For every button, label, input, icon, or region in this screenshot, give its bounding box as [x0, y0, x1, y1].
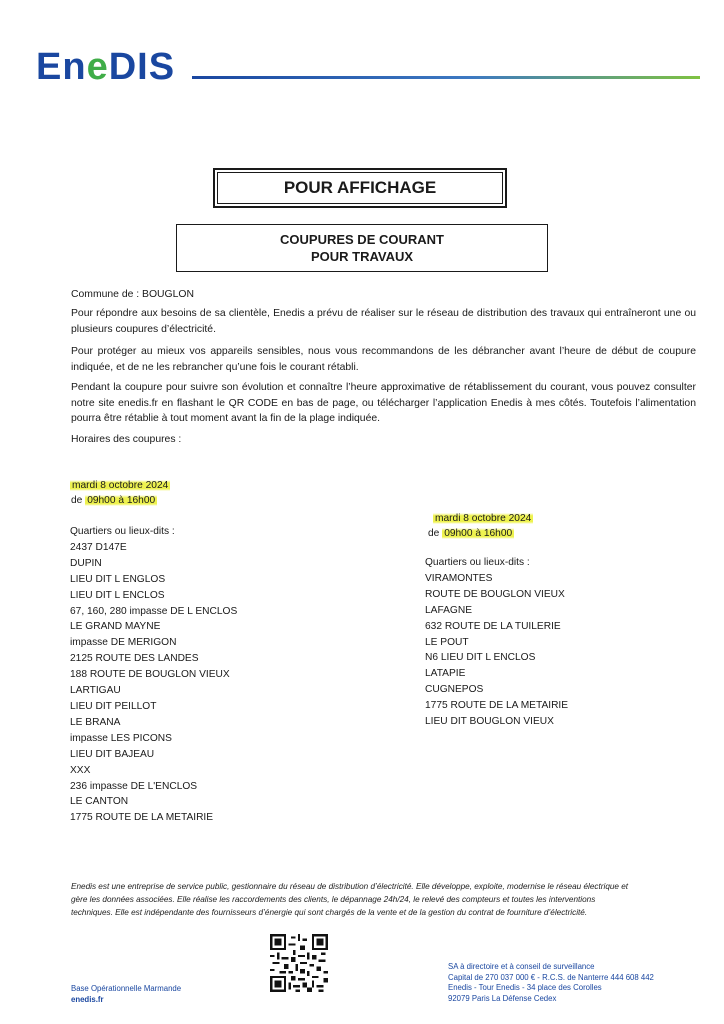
footer-company-info — [448, 962, 654, 1004]
list-item: VIRAMONTES — [425, 572, 493, 584]
affichage-title-box — [213, 168, 507, 208]
right-places-label: Quartiers ou lieux-dits : — [425, 557, 530, 568]
list-item: 1775 ROUTE DE LA METAIRIE — [425, 700, 569, 712]
list-item: LAFAGNE — [425, 604, 472, 616]
qr-code-icon[interactable] — [270, 934, 328, 992]
list-item: LATAPIE — [425, 668, 466, 680]
base-operationnelle-label: Base Opérationnelle Marmande — [71, 984, 182, 993]
list-item: LE POUT — [425, 636, 469, 648]
footer-left-block — [71, 983, 181, 1005]
left-schedule-hours — [71, 493, 157, 509]
left-date-highlight: mardi 8 octobre 2024 — [72, 480, 169, 491]
list-item: 1775 ROUTE DE LA METAIRIE — [70, 812, 214, 824]
company-info-line: 92079 Paris La Défense Cedex — [448, 993, 557, 1003]
list-item: LIEU DIT L ENCLOS — [70, 589, 165, 601]
intro-paragraph-2: Pour protéger au mieux vos appareils sensibles, nous vous recommandons de les débrancher avant l’heure de début de coupure indiquée, et de ne les rebrancher qu’une fois le courant rétabli. — [71, 346, 696, 373]
list-item: ROUTE DE BOUGLON VIEUX — [425, 588, 565, 600]
enedis-logo — [36, 46, 175, 89]
list-item: 236 impasse DE L'ENCLOS — [70, 780, 198, 792]
list-item: LE BRANA — [70, 716, 121, 728]
list-item: 2125 ROUTE DES LANDES — [70, 653, 199, 665]
logo-part-dis: DIS — [108, 46, 176, 88]
company-info-line: Capital de 270 037 000 € - R.C.S. de Nanterre 444 608 442 — [448, 972, 654, 982]
list-item: 2437 D147E — [70, 541, 127, 553]
logo-part-en: En — [36, 46, 87, 88]
commune-label: Commune de : BOUGLON — [71, 289, 194, 300]
right-schedule-date — [433, 511, 533, 527]
list-item: CUGNEPOS — [425, 684, 484, 696]
right-date-highlight: mardi 8 octobre 2024 — [435, 513, 532, 524]
list-item: LE GRAND MAYNE — [70, 621, 161, 633]
list-item: LARTIGAU — [70, 685, 121, 697]
intro-paragraph-1: Pour répondre aux besoins de sa clientèle, Enedis a prévu de réaliser sur le réseau de distribution des travaux qui entraîneront une ou plusieurs coupures d’électricité. — [71, 308, 696, 335]
list-item: DUPIN — [70, 557, 102, 569]
horaires-label: Horaires des coupures : — [71, 434, 182, 445]
left-hours-prefix: de — [71, 495, 83, 506]
right-places-list — [425, 555, 568, 730]
list-item: impasse LES PICONS — [70, 732, 172, 744]
list-item: 632 ROUTE DE LA TUILERIE — [425, 620, 561, 632]
list-item: impasse DE MERIGON — [70, 637, 177, 649]
list-item: XXX — [70, 764, 91, 776]
list-item: LIEU DIT BOUGLON VIEUX — [425, 716, 554, 728]
list-item: LE CANTON — [70, 796, 129, 808]
left-places-list — [70, 524, 237, 826]
coupures-title-line2: POUR TRAVAUX — [310, 249, 414, 264]
list-item: N6 LIEU DIT L ENCLOS — [425, 652, 536, 664]
list-item: LIEU DIT L ENGLOS — [70, 573, 166, 585]
affichage-title: POUR AFFICHAGE — [283, 178, 437, 197]
coupures-title-line1: COUPURES DE COURANT — [280, 232, 444, 247]
right-hours-highlight: 09h00 à 16h00 — [444, 528, 513, 539]
enedis-website-link[interactable]: enedis.fr — [71, 995, 104, 1004]
company-info-line: Enedis - Tour Enedis - 34 place des Corolles — [448, 983, 602, 993]
logo-part-e: e — [86, 46, 109, 88]
right-schedule-hours — [428, 526, 514, 542]
company-info-line: SA à directoire et à conseil de surveillance — [448, 962, 595, 971]
list-item: 188 ROUTE DE BOUGLON VIEUX — [70, 669, 230, 681]
left-schedule-date — [70, 478, 170, 494]
list-item: LIEU DIT BAJEAU — [70, 748, 155, 760]
coupures-title-box — [176, 224, 548, 272]
right-hours-prefix: de — [428, 528, 440, 539]
footer-legal-notice: Enedis est une entreprise de service public, gestionnaire du réseau de distribution d’électricité. Elle développe, exploite, modernise le réseau électrique et gère les données associées. Elle réalise les raccordements des clients, le dépannage 24h/24, le relevé des compteurs et toutes les interventions techniques. Elle est indépendante des fournisseurs d’énergie qui sont chargés de la vente et de la gestion du contrat de fourniture d’électricité. — [71, 882, 629, 917]
left-places-label: Quartiers ou lieux-dits : — [70, 526, 175, 537]
intro-paragraph-3: Pendant la coupure pour suivre son évolution et connaître l’heure approximative de rétablissement du courant, vous pouvez consulter notre site enedis.fr en flashant le QR CODE en bas de page, ou télécharger l’application Enedis à mes côtés. Toutefois l’alimentation pourra être rétablie à tout moment avant la fin de la plage indiquée. — [71, 382, 696, 424]
list-item: 67, 160, 280 impasse DE L ENCLOS — [70, 605, 238, 617]
header-divider — [192, 76, 700, 79]
list-item: LIEU DIT PEILLOT — [70, 700, 157, 712]
left-hours-highlight: 09h00 à 16h00 — [87, 495, 156, 506]
